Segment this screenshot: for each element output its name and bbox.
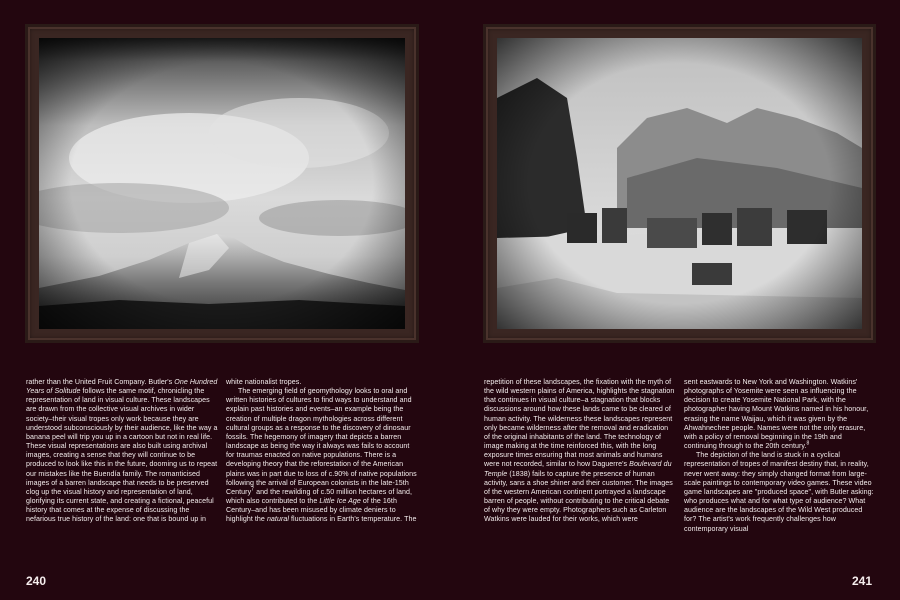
mountain-tintype-image bbox=[39, 38, 405, 329]
paragraph bbox=[684, 451, 876, 533]
text-run: white nationalist tropes. bbox=[226, 378, 302, 386]
text-run: and the rewilding of c.50 million hectares of land, which also contributed to the bbox=[226, 487, 413, 506]
footnote-marker: 8 bbox=[806, 440, 810, 447]
paragraph bbox=[484, 378, 676, 525]
text-run: sent eastwards to New York and Washington. Watkins' photographs of Yosemite were seen as influencing the decision to create Yosemite National Park, with the photographer having Mount Watkins named in his honour, erasing the name Waijau, which it was given by the Ahwahnechee people. Names were not the only erasure, with a policy of removal beginning in the 19th and continuing through to the 20th century. bbox=[684, 378, 869, 451]
right-page-column-1 bbox=[484, 378, 676, 525]
paragraph bbox=[226, 378, 418, 387]
paragraph bbox=[684, 378, 876, 451]
left-page-number: 240 bbox=[26, 574, 47, 588]
right-page-column-2 bbox=[684, 378, 876, 534]
italic-text: natural bbox=[266, 515, 289, 524]
text-run: The depiction of the land is stuck in a cyclical representation of tropes of manifest destiny that, in reality, never went away: they simply changed format from large-scale paintings to contemporary video games. These video game landscapes are "produced space", with Butler asking: who produces what and for what type of audience? What audience are the landscapes of the Wild West produced for? The artist's work frequently challenges how contemporary visual bbox=[684, 451, 874, 533]
left-page-column-2 bbox=[226, 378, 418, 525]
text-run: follows the same motif, chronicling the representation of land in visual culture. These landscapes are drawn from the collective visual archives in wider society–their visual tropes only work because they are understood subconsciously by their audience, like the way a banana peel will trip you up in a cartoon but not in real life. These visual representations are also built using archival images, creating a sense that they will continue to be produced to look like this in the future, dooming us to repeat our mistakes like the Buendía family. The romanticised images of a barren landscape that needs to be preserved clog up the visual history and representation of land, glorifying its current state, and creating a fictional, peaceful history that comes at the expense of discussing the nefarious true history of the land: one that is bound up in bbox=[26, 387, 218, 524]
italic-text: Boulevard du Temple bbox=[484, 460, 672, 478]
left-framed-photograph bbox=[25, 24, 419, 343]
right-page-number: 241 bbox=[851, 574, 872, 588]
western-town-tintype-image bbox=[497, 38, 862, 329]
footnote-marker: 7 bbox=[251, 486, 255, 493]
italic-text: Little Ice Age bbox=[319, 497, 361, 506]
text-run: repetition of these landscapes, the fixation with the myth of the wild western plains of America, highlights the stagnation that continues in visual culture–a stagnation that blocks discussions around how these lands came to be cleared of human activity. The wilderness these landscapes represent only became wilderness after the removal and eradication of the original inhabitants of the land. The technology of image making at the time reinforced this, with the long exposure times ensuring that most animals and humans were not recorded, similar to how Daguerre's bbox=[484, 378, 675, 469]
italic-text: One Hundred Years of Solitude bbox=[26, 378, 218, 396]
left-page-column-1 bbox=[26, 378, 218, 525]
right-framed-photograph bbox=[483, 24, 876, 343]
text-run: fluctuations in Earth's temperature. The bbox=[288, 515, 417, 524]
text-run: The emerging field of geomythology looks to oral and written histories of cultures to find ways to understand and explain past histories and events–an example being the creation of multiple dragon mythologies across different cultural groups as a response to the discovery of dinosaur fossils. The hegemony of imagery that depicts a barren landscape as being the way it always was fails to account for traumas enacted on native populations. There is a developing theory that the reforestation of the American plains was in part due to loss of c.90% of native populations following the arrival of European colonists in the late-15th Century bbox=[226, 387, 417, 496]
text-run: rather than the United Fruit Company. Butler's bbox=[26, 378, 175, 386]
paragraph bbox=[226, 387, 418, 524]
text-run: (1838) fails to capture the presence of human activity, sans a shoe shiner and their customer. The images of the western American continent portrayed a landscape barren of people, without contributing to the critical debate of why they were empty. Photographers such as Carleton Watkins were lauded for their works, which were bbox=[484, 469, 673, 524]
paragraph bbox=[26, 378, 218, 525]
text-run: of the 16th Century–and has been misused by climate deniers to highlight the bbox=[226, 497, 397, 524]
